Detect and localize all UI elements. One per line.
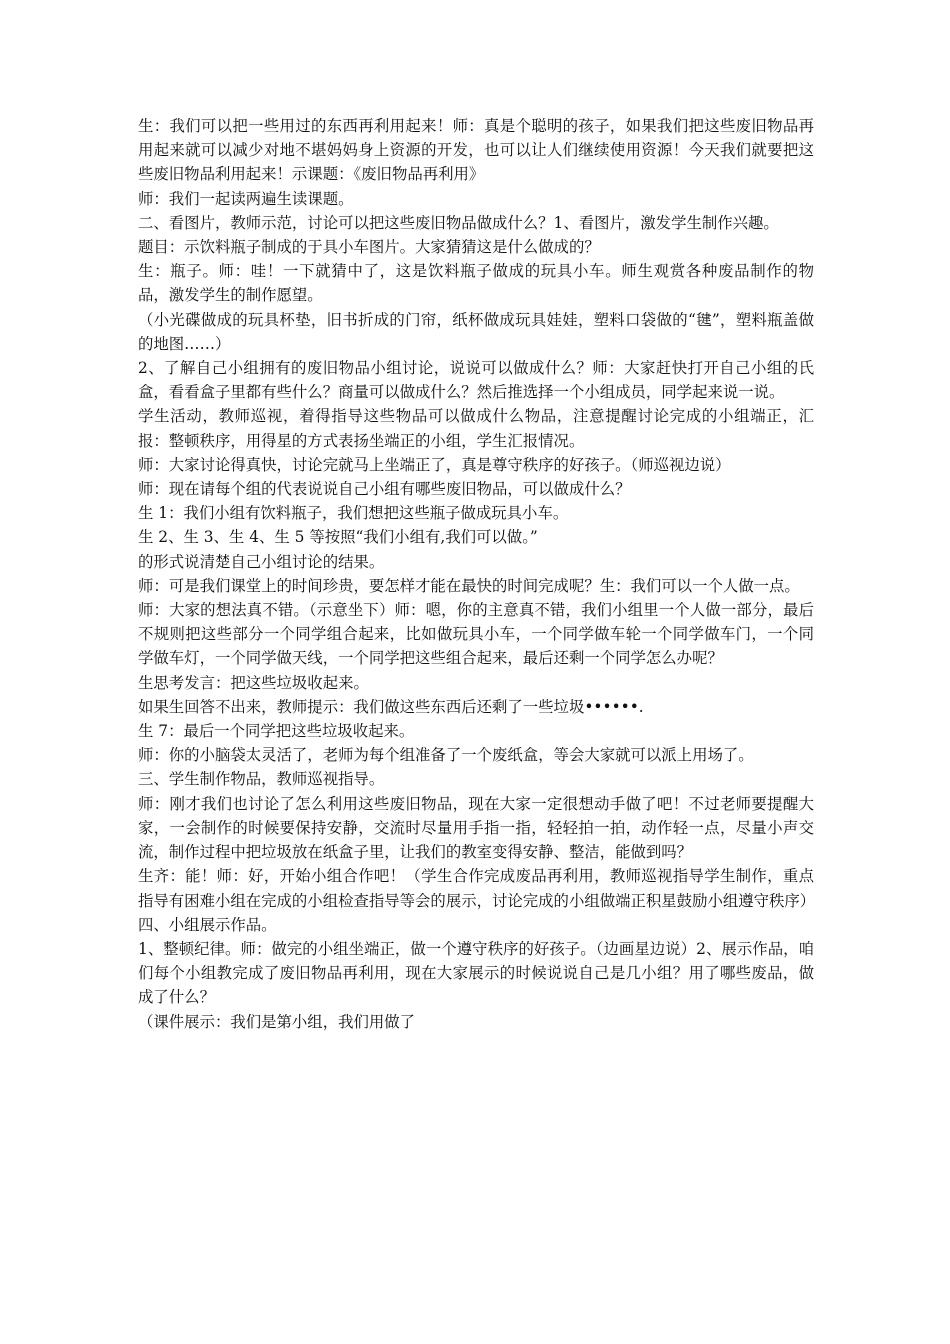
paragraph: 2、了解自己小组拥有的废旧物品小组讨论，说说可以做成什么？师：大家赶快打开自己小组的氏盒，看看盒子里都有些什么？商量可以做成什么？然后推选择一个小组成员，同学起来说一说。 xyxy=(138,359,814,402)
paragraph: （小光碟做成的玩具杯垫，旧书折成的门帘，纸杯做成玩具娃娃，塑料口袋做的“毽”，塑料瓶盖做的地图……） xyxy=(138,310,814,353)
paragraph: 生：瓶子。师：哇！一下就猜中了，这是饮料瓶子做成的玩具小车。师生观赏各种废品制作的物品，激发学生的制作愿望。 xyxy=(138,262,814,305)
paragraph: 师：我们一起读两遍生读课题。 xyxy=(138,189,354,208)
paragraph: 生齐：能！师：好，开始小组合作吧！（学生合作完成废品再利用，教师巡视指导学生制作，重点指导有困难小组在完成的小组检查指导等会的展示，讨论完成的小组做端正积星鼓励小组遵守秩序） xyxy=(138,867,816,910)
paragraph: 师：刚才我们也讨论了怎么利用这些废旧物品，现在大家一定很想动手做了吧！不过老师要提醒大家，一会制作的时候要保持安静，交流时尽量用手指一指，轻轻拍一拍，动作轻一点，尽量小声交流，制作过程中把垃圾放在纸盒子里，让我们的教室变得安静、整洁，能做到吗？ xyxy=(138,794,814,862)
paragraph: 题目：示饮料瓶子制成的于具小车图片。大家猜猜这是什么做成的？ xyxy=(138,238,600,257)
paragraph: 如果生回答不出来，教师提示：我们做这些东西后还剩了一些垃圾••••••. xyxy=(138,697,644,716)
paragraph: 师：你的小脑袋太灵活了，老师为每个组准备了一个废纸盒，等会大家就可以派上用场了。 xyxy=(138,746,754,765)
paragraph: 的形式说清楚自己小组讨论的结果。 xyxy=(138,552,385,571)
paragraph: 师：大家讨论得真快，讨论完就马上坐端正了，真是尊守秩序的好孩子。（师巡视边说） xyxy=(138,455,731,474)
paragraph: 师：现在请每个组的代表说说自己小组有哪些废旧物品，可以做成什么？ xyxy=(138,480,631,499)
paragraph: 师：大家的想法真不错。（示意坐下）师：嗯，你的主意真不错，我们小组里一个人做一部分，最后不规则把这些部分一个同学组合起来，比如做玩具小车，一个同学做车轮一个同学做车门，一个同学做车灯，一个同学做天线，一个同学把这些组合起来，最后还剩一个同学怎么办呢？ xyxy=(138,601,814,668)
paragraph: 生 1：我们小组有饮料瓶子，我们想把这些瓶子做成玩具小车。 xyxy=(138,504,569,523)
document-body xyxy=(138,114,814,1034)
paragraph: 二、看图片，教师示范，讨论可以把这些废旧物品做成什么？1、看图片，激发学生制作兴趣。 xyxy=(138,213,779,232)
paragraph: （课件展示：我们是第小组，我们用做了 xyxy=(138,1012,416,1031)
paragraph: 学生活动，教师巡视，着得指导这些物品可以做成什么物品，注意提醒讨论完成的小组端正，汇报：整顿秩序，用得星的方式表扬坐端正的小组，学生汇报情况。 xyxy=(138,407,814,450)
section-heading: 三、学生制作物品，教师巡视指导。 xyxy=(138,770,385,789)
section-heading: 四、小组展示作品。 xyxy=(138,915,277,934)
paragraph: 1、整顿纪律。师：做完的小组坐端正，做一个遵守秩序的好孩子。（边画星边说）2、展示作品，咱们每个小组教完成了废旧物品再利用，现在大家展示的时候说说自己是几小组？用了哪些废品，做成了什么？ xyxy=(138,939,814,1007)
paragraph: 生 2、生 3、生 4、生 5 等按照“我们小组有,我们可以做。” xyxy=(138,528,538,547)
paragraph: 生 7：最后一个同学把这些垃圾收起来。 xyxy=(138,722,415,741)
paragraph: 生思考发言：把这些垃圾收起来。 xyxy=(138,673,369,692)
paragraph: 生：我们可以把一些用过的东西再利用起来！师：真是个聪明的孩子，如果我们把这些废旧物品再用起来就可以减少对地不堪妈妈身上资源的开发，也可以让人们继续使用资源！今天我们就要把这些废旧物品利用起来！示课题：《废旧物品再利用》 xyxy=(138,117,814,184)
paragraph: 师：可是我们课堂上的时间珍贵，要怎样才能在最快的时间完成呢？生：我们可以一个人做一点。 xyxy=(138,576,800,595)
